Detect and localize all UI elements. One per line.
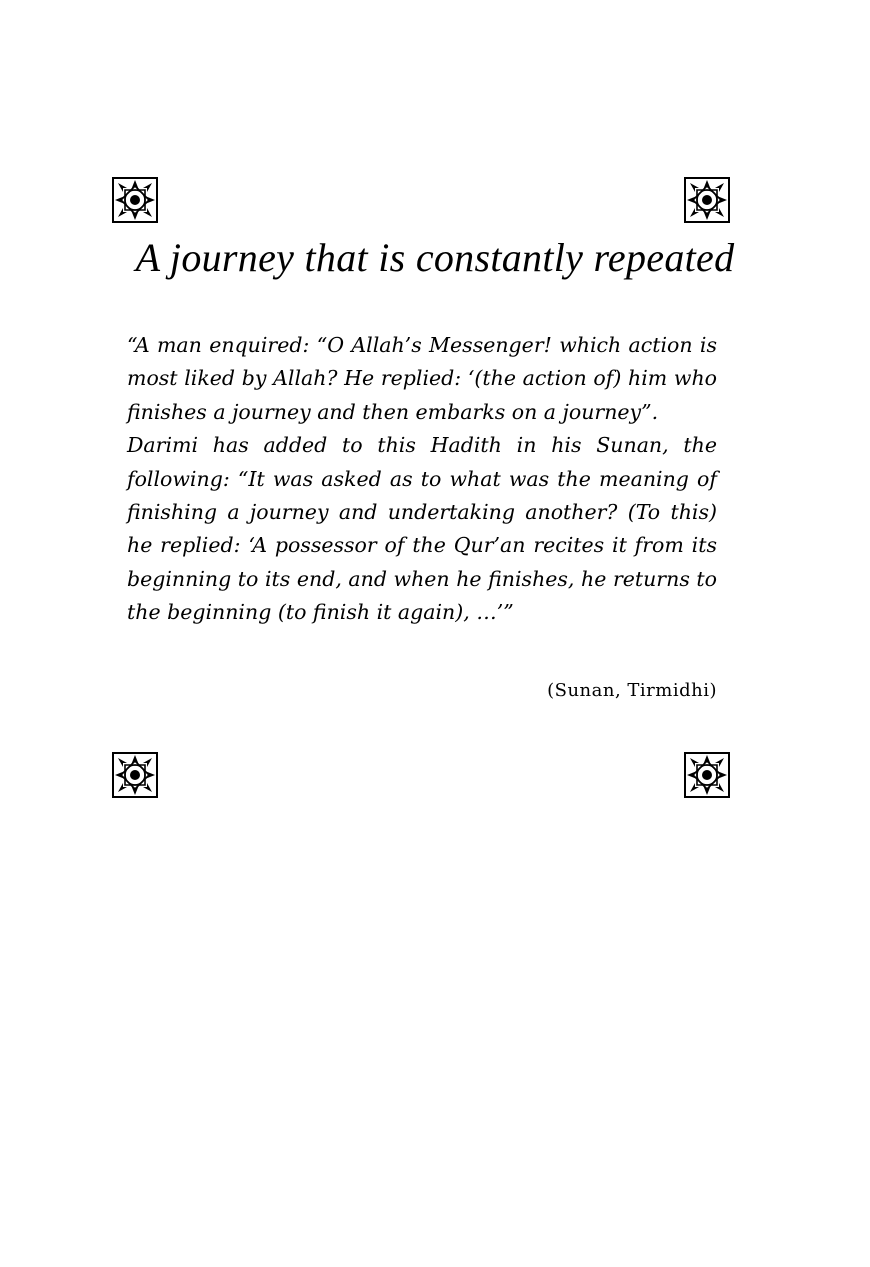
geometric-star-ornament-icon: [684, 177, 730, 223]
ornament-bottom-right-icon: [684, 752, 730, 798]
ornament-bottom-left-icon: [112, 752, 158, 798]
ornament-top-right-icon: [684, 177, 730, 223]
source-citation: (Sunan, Tirmidhi): [547, 680, 717, 701]
page-title: A journey that is constantly repeated: [135, 235, 735, 280]
geometric-star-ornament-icon: [112, 752, 158, 798]
hadith-paragraph-2: Darimi has added to this Hadith in his Sunan, the following: “It was asked as to what was the meaning of finishing a journey and undertaking another? (To this) he replied: ‘A possessor of the Qur’an recites it from its beginning to its end, and when he finishes, he returns to the beginning (to finish it again), …’”: [127, 433, 717, 625]
hadith-text: [127, 329, 717, 630]
hadith-paragraph-1: “A man enquired: “O Allah’s Messenger! which action is most liked by Allah? He replied: ‘(the action of) him who finishes a journey and then embarks on a journey”.: [127, 333, 717, 424]
geometric-star-ornament-icon: [112, 177, 158, 223]
geometric-star-ornament-icon: [684, 752, 730, 798]
ornament-top-left-icon: [112, 177, 158, 223]
